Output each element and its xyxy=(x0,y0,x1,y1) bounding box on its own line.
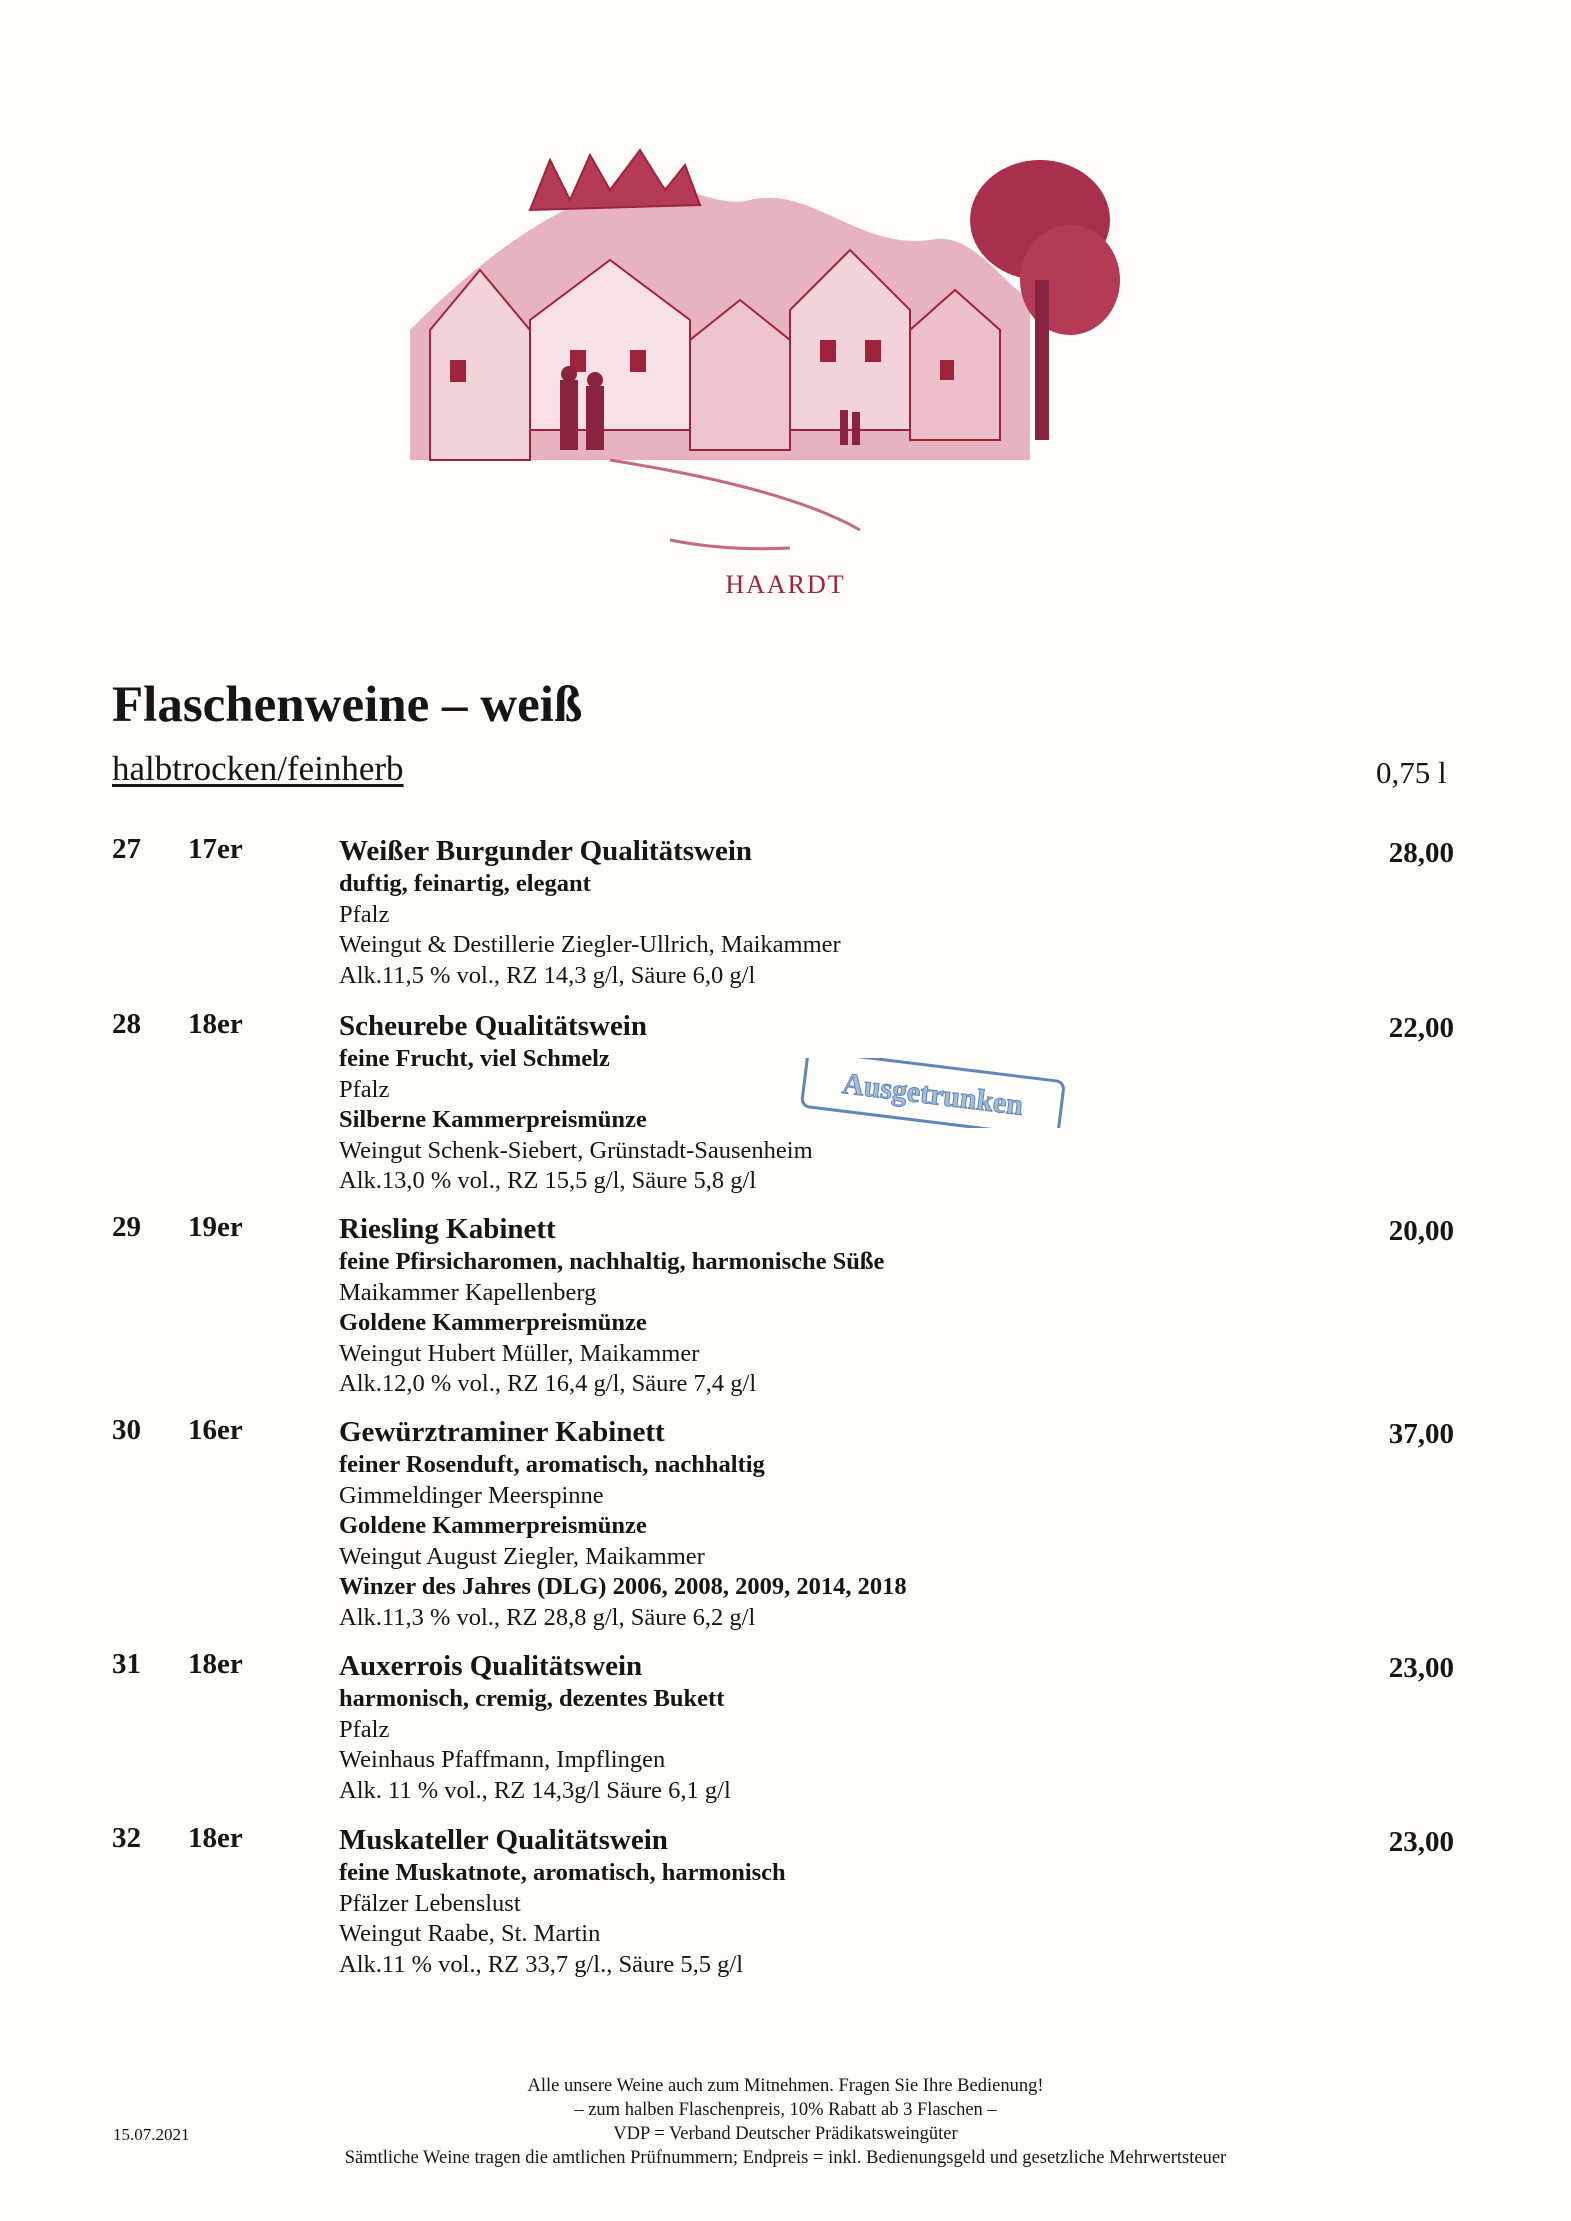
wine-price: 23,00 xyxy=(1388,1826,1454,1858)
wine-name: Weißer Burgunder Qualitätswein xyxy=(339,835,753,867)
wine-detail-line: Weingut Hubert Müller, Maikammer xyxy=(339,1339,700,1367)
wine-price: 20,00 xyxy=(1388,1215,1454,1247)
footer-line: Alle unsere Weine auch zum Mitnehmen. Fragen Sie Ihre Bedienung! xyxy=(527,2076,1044,2096)
wine-detail-line: feiner Rosenduft, aromatisch, nachhaltig xyxy=(339,1451,765,1478)
wine-detail-line: Alk.11,5 % vol., RZ 14,3 g/l, Säure 6,0 g/l xyxy=(339,961,756,989)
wine-detail-line: Alk.12,0 % vol., RZ 16,4 g/l, Säure 7,4 g/l xyxy=(339,1370,757,1397)
wine-vintage: 17er xyxy=(188,833,243,865)
wine-number: 29 xyxy=(112,1211,141,1243)
place-caption: HAARDT xyxy=(725,570,846,599)
wine-name: Scheurebe Qualitätswein xyxy=(339,1010,647,1042)
wine-detail-line: Silberne Kammerpreismünze xyxy=(339,1106,647,1133)
wine-vintage: 16er xyxy=(188,1414,243,1446)
footer-notes xyxy=(0,2074,1571,2170)
wine-description xyxy=(339,1211,1339,1400)
stamp-text: Ausgetrunken xyxy=(840,1067,1026,1122)
wine-detail-line: Pfälzer Lebenslust xyxy=(339,1889,521,1917)
print-date: 15.07.2021 xyxy=(113,2125,190,2144)
wine-vintage: 19er xyxy=(188,1211,243,1243)
wine-detail-line: Gimmeldinger Meerspinne xyxy=(339,1481,604,1509)
wine-detail-line: Goldene Kammerpreismünze xyxy=(339,1309,647,1336)
wine-number: 30 xyxy=(112,1414,141,1446)
wine-detail-line: harmonisch, cremig, dezentes Bukett xyxy=(339,1685,725,1712)
wine-detail-line: Pfalz xyxy=(339,900,390,928)
wine-detail-line: feine Frucht, viel Schmelz xyxy=(339,1045,610,1072)
footer-line: – zum halben Flaschenpreis, 10% Rabatt ab 3 Flaschen – xyxy=(574,2100,997,2120)
wine-description xyxy=(339,1648,1339,1806)
wine-price: 37,00 xyxy=(1388,1418,1454,1450)
wine-detail-line: Pfalz xyxy=(339,1715,390,1743)
village-sketch-illustration xyxy=(410,130,1140,560)
wine-detail-line: Alk.11 % vol., RZ 33,7 g/l., Säure 5,5 g/l xyxy=(339,1950,743,1978)
wine-vintage: 18er xyxy=(188,1008,243,1040)
wine-description xyxy=(339,833,1339,991)
footer-line: VDP = Verband Deutscher Prädikatsweingüter xyxy=(613,2124,958,2144)
wine-detail-line: Alk.13,0 % vol., RZ 15,5 g/l, Säure 5,8 g/l xyxy=(339,1167,757,1194)
wine-number: 28 xyxy=(112,1008,141,1040)
wine-detail-line: Goldene Kammerpreismünze xyxy=(339,1512,647,1539)
wine-detail-line: Alk.11,3 % vol., RZ 28,8 g/l, Säure 6,2 g/l xyxy=(339,1603,756,1631)
wine-price: 28,00 xyxy=(1388,837,1454,869)
wine-detail-line: Winzer des Jahres (DLG) 2006, 2008, 2009, 2014, 2018 xyxy=(339,1573,907,1600)
wine-description xyxy=(339,1414,1339,1633)
wine-detail-line: feine Muskatnote, aromatisch, harmonisch xyxy=(339,1859,786,1886)
wine-number: 32 xyxy=(112,1822,141,1854)
wine-name: Muskateller Qualitätswein xyxy=(339,1824,668,1856)
footer-line: Sämtliche Weine tragen die amtlichen Prüfnummern; Endpreis = inkl. Bedienungsgeld und gesetzliche Mehrwertsteuer xyxy=(344,2148,1227,2168)
wine-detail-line: Pfalz xyxy=(339,1075,390,1103)
wine-detail-line: Weingut Raabe, St. Martin xyxy=(339,1920,601,1947)
wine-name: Riesling Kabinett xyxy=(339,1213,556,1245)
page-title: Flaschenweine – weiß xyxy=(112,677,583,733)
section-subtitle: halbtrocken/feinherb xyxy=(112,749,404,788)
wine-number: 27 xyxy=(112,833,141,865)
wine-detail-line: duftig, feinartig, elegant xyxy=(339,870,591,897)
wine-description xyxy=(339,1822,1339,1980)
wine-vintage: 18er xyxy=(188,1822,243,1854)
sold-out-stamp xyxy=(800,1058,1066,1128)
bottle-volume: 0,75 l xyxy=(1376,755,1447,790)
wine-detail-line: feine Pfirsicharomen, nachhaltig, harmonische Süße xyxy=(339,1248,885,1275)
wine-detail-line: Weingut August Ziegler, Maikammer xyxy=(339,1542,705,1570)
wine-price: 22,00 xyxy=(1388,1012,1454,1044)
wine-price: 23,00 xyxy=(1388,1652,1454,1684)
wine-number: 31 xyxy=(112,1648,141,1680)
wine-name: Auxerrois Qualitätswein xyxy=(339,1650,643,1682)
wine-detail-line: Alk. 11 % vol., RZ 14,3g/l Säure 6,1 g/l xyxy=(339,1776,731,1804)
wine-name: Gewürztraminer Kabinett xyxy=(339,1416,665,1448)
wine-detail-line: Weingut Schenk-Siebert, Grünstadt-Sausenheim xyxy=(339,1136,813,1164)
wine-detail-line: Maikammer Kapellenberg xyxy=(339,1278,597,1306)
wine-vintage: 18er xyxy=(188,1648,243,1680)
wine-detail-line: Weingut & Destillerie Ziegler-Ullrich, Maikammer xyxy=(339,931,841,958)
wine-detail-line: Weinhaus Pfaffmann, Impflingen xyxy=(339,1746,666,1773)
